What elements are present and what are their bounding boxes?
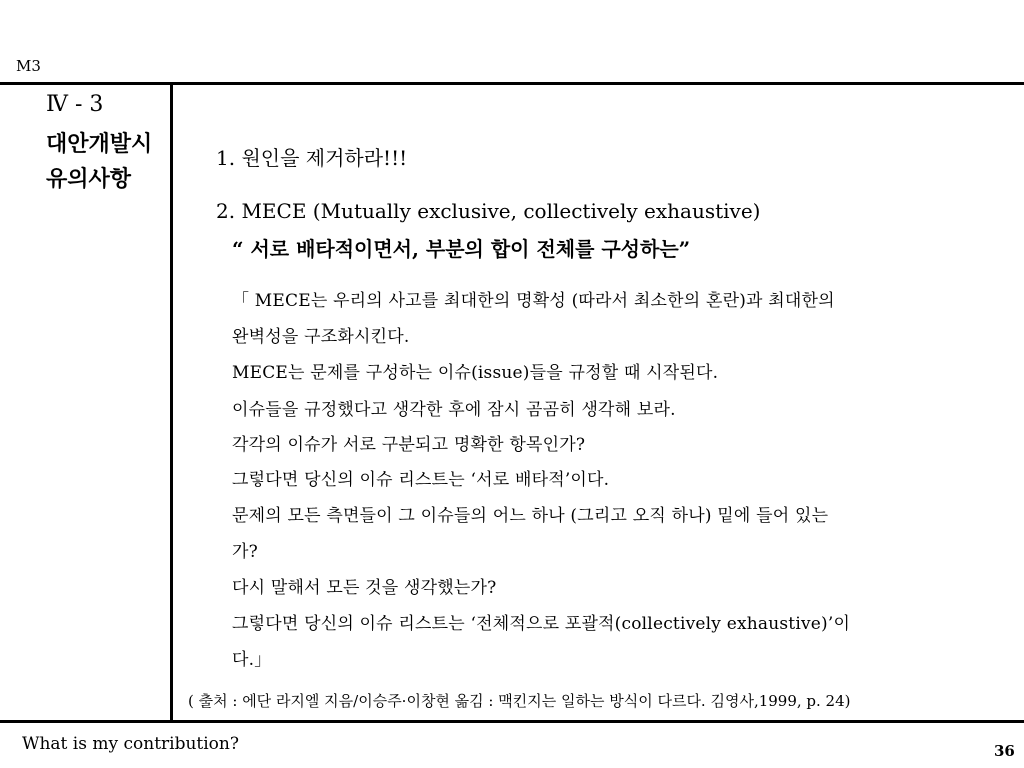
bottom-divider: [0, 720, 1024, 723]
body-line: 다.」: [232, 650, 272, 670]
body-line: 완벽성을 구조화시킨다.: [232, 327, 410, 347]
sidebar-divider: [170, 84, 173, 722]
top-divider: [0, 82, 1024, 85]
section-title-line1: 대안개발시: [46, 131, 153, 157]
footer-question: What is my contribution?: [22, 734, 239, 754]
body-line: 「 MECE는 우리의 사고를 최대한의 명확성 (따라서 최소한의 혼란)과 최대한의: [232, 291, 835, 311]
page-number: 36: [994, 742, 1015, 760]
body-line: 다시 말해서 모든 것을 생각했는가?: [232, 578, 497, 598]
body-line: 각각의 이슈가 서로 구분되고 명확한 항목인가?: [232, 435, 586, 455]
body-line: 문제의 모든 측면들이 그 이슈들의 어느 하나 (그리고 오직 하나) 밑에 들어 있는: [232, 506, 829, 526]
body-line: 이슈들을 규정했다고 생각한 후에 잠시 곰곰히 생각해 보라.: [232, 400, 676, 420]
mece-definition-quote: “ 서로 배타적이면서, 부분의 합이 전체를 구성하는”: [232, 237, 691, 261]
point-1: 1. 원인을 제거하라!!!: [216, 146, 408, 170]
source-citation: ( 출처 : 에단 라지엘 지음/이승주·이창현 옮김 : 맥킨지는 일하는 방식이 다르다. 김영사,1999, p. 24): [188, 692, 851, 710]
point-2: 2. MECE (Mutually exclusive, collectively exhaustive): [216, 199, 761, 223]
body-line: 그렇다면 당신의 이슈 리스트는 ‘전체적으로 포괄적(collectively exhaustive)’이: [232, 614, 851, 634]
section-title-line2: 유의사항: [46, 166, 132, 192]
body-line: 그렇다면 당신의 이슈 리스트는 ‘서로 배타적’이다.: [232, 470, 610, 490]
section-number: Ⅳ - 3: [46, 92, 104, 117]
body-line: 가?: [232, 542, 258, 562]
body-line: MECE는 문제를 구성하는 이슈(issue)들을 규정할 때 시작된다.: [232, 363, 719, 383]
slide-code-label: M3: [16, 57, 41, 75]
